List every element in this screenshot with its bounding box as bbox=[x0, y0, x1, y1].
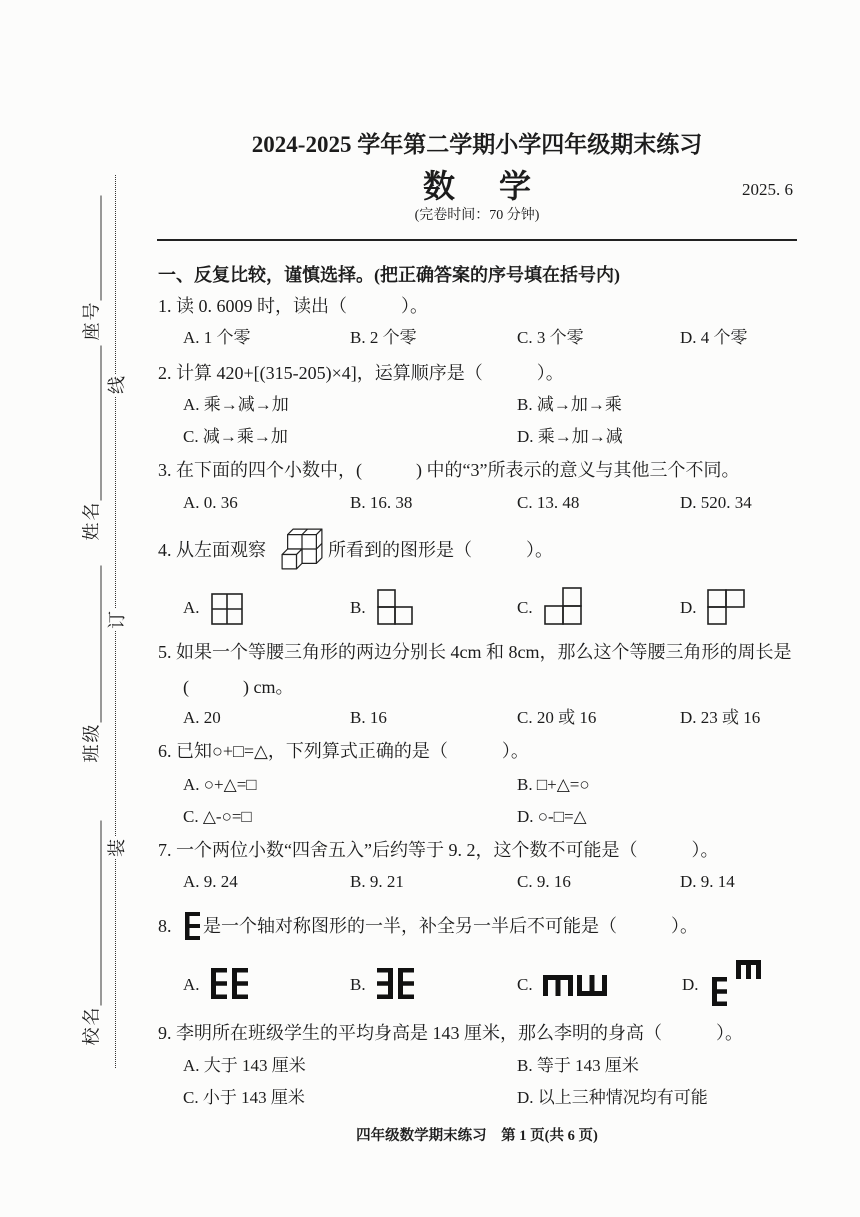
half-e-shape-figure bbox=[185, 912, 202, 940]
question-7-option-b: B. 9. 21 bbox=[350, 872, 404, 891]
question-6-option-c: C. △-○=□ bbox=[183, 807, 252, 826]
question-1-option-c: C. 3 个零 bbox=[517, 328, 584, 347]
question-4-option-a-label: A. bbox=[183, 598, 200, 617]
seat-number-field bbox=[81, 195, 101, 340]
school-field bbox=[81, 820, 101, 1045]
question-2-option-d: D. 乘→加→减 bbox=[517, 427, 623, 446]
question-4-stem-end: 所看到的图形是（ ）。 bbox=[328, 540, 553, 560]
question-7-option-c: C. 9. 16 bbox=[517, 872, 571, 891]
question-9-option-c: C. 小于 143 厘米 bbox=[183, 1088, 305, 1107]
square-grid-2x2-figure bbox=[211, 593, 243, 625]
question-5-stem: 5. 如果一个等腰三角形的两边分别长 4cm 和 8cm，那么这个等腰三角形的周长是 bbox=[158, 642, 792, 662]
binding-mark-line: 线 bbox=[107, 376, 127, 394]
binding-mark-bind: 订 bbox=[107, 611, 127, 629]
exam-date: 2025. 6 bbox=[742, 180, 793, 199]
student-name-underline bbox=[99, 345, 101, 500]
question-3-option-d: D. 520. 34 bbox=[680, 493, 752, 512]
question-3-option-c: C. 13. 48 bbox=[517, 493, 580, 512]
question-4-option-b-label: B. bbox=[350, 598, 366, 617]
question-5-option-c: C. 20 或 16 bbox=[517, 708, 597, 727]
page-footer: 四年级数学期末练习 第 1 页(共 6 页) bbox=[356, 1128, 598, 1144]
question-6-stem: 6. 已知○+□=△，下列算式正确的是（ ）。 bbox=[158, 741, 529, 761]
question-8-option-b-label: B. bbox=[350, 975, 366, 994]
class-underline bbox=[99, 565, 101, 722]
question-2-option-c: C. 减→乘→加 bbox=[183, 427, 288, 446]
question-8-number: 8. bbox=[158, 916, 172, 936]
question-5-option-b: B. 16 bbox=[350, 708, 387, 727]
question-9-option-b: B. 等于 143 厘米 bbox=[517, 1056, 639, 1075]
question-8-option-a-label: A. bbox=[183, 975, 200, 994]
question-1-option-a: A. 1 个零 bbox=[183, 328, 251, 347]
question-9-stem: 9. 李明所在班级学生的平均身高是 143 厘米，那么李明的身高（ ）。 bbox=[158, 1023, 743, 1043]
school-label: 校名 bbox=[81, 1005, 101, 1045]
student-name-label: 姓名 bbox=[81, 500, 101, 540]
cube-stack-figure bbox=[281, 528, 323, 570]
question-5-stem-continued: ( ) cm。 bbox=[183, 677, 294, 697]
rotated-e-pair-figure bbox=[543, 975, 607, 996]
subject-title: 数 学 bbox=[422, 168, 549, 204]
school-underline bbox=[99, 820, 101, 1005]
exam-title: 2024-2025 学年第二学期小学四年级期末练习 bbox=[251, 132, 703, 157]
question-6-option-a: A. ○+△=□ bbox=[183, 775, 257, 794]
question-6-option-d: D. ○-□=△ bbox=[517, 807, 587, 826]
question-7-option-a: A. 9. 24 bbox=[183, 872, 238, 891]
question-4-option-d-label: D. bbox=[680, 598, 697, 617]
binding-mark-fold: 装 bbox=[107, 839, 127, 857]
question-1-option-b: B. 2 个零 bbox=[350, 328, 417, 347]
question-8-option-d-label: D. bbox=[682, 975, 699, 994]
question-1-stem: 1. 读 0. 6009 时，读出（ ）。 bbox=[158, 296, 428, 316]
class-field bbox=[81, 565, 101, 762]
mirrored-e-figure bbox=[377, 968, 415, 999]
question-6-option-b: B. □+△=○ bbox=[517, 775, 590, 794]
question-2-stem: 2. 计算 420+[(315-205)×4]，运算顺序是（ ）。 bbox=[158, 363, 564, 383]
question-8-option-c-label: C. bbox=[517, 975, 533, 994]
class-label: 班级 bbox=[81, 722, 101, 762]
question-2-option-b: B. 减→加→乘 bbox=[517, 395, 622, 414]
exam-duration: (完卷时间：70 分钟) bbox=[414, 208, 540, 223]
header-rule bbox=[157, 239, 797, 241]
question-7-stem: 7. 一个两位小数“四舍五入”后约等于 9. 2，这个数不可能是（ ）。 bbox=[158, 840, 719, 860]
question-3-option-b: B. 16. 38 bbox=[350, 493, 413, 512]
l-shape-top-left-figure bbox=[377, 589, 413, 625]
student-name-field bbox=[81, 345, 101, 540]
question-5-option-a: A. 20 bbox=[183, 708, 221, 727]
seat-number-label: 座号 bbox=[81, 300, 101, 340]
double-e-figure bbox=[211, 968, 249, 999]
l-shape-top-right-figure bbox=[544, 587, 582, 625]
section-heading: 一、反复比较，谨慎选择。(把正确答案的序号填在括号内) bbox=[158, 265, 620, 285]
question-5-option-d: D. 23 或 16 bbox=[680, 708, 761, 727]
question-2-option-a: A. 乘→减→加 bbox=[183, 395, 289, 414]
question-4-option-c-label: C. bbox=[517, 598, 533, 617]
question-7-option-d: D. 9. 14 bbox=[680, 872, 735, 891]
e-with-rotated-e-figure bbox=[710, 959, 762, 1006]
question-8-stem: 是一个轴对称图形的一半，补全另一半后不可能是（ ）。 bbox=[203, 916, 698, 936]
question-3-option-a: A. 0. 36 bbox=[183, 493, 238, 512]
question-1-option-d: D. 4 个零 bbox=[680, 328, 748, 347]
question-4-stem-start: 4. 从左面观察 bbox=[158, 540, 266, 560]
l-shape-bottom-left-figure bbox=[707, 589, 745, 625]
seat-number-underline bbox=[99, 195, 101, 300]
question-3-stem: 3. 在下面的四个小数中，( ) 中的“3”所表示的意义与其他三个不同。 bbox=[158, 460, 740, 480]
question-9-option-d: D. 以上三种情况均有可能 bbox=[517, 1088, 708, 1107]
question-9-option-a: A. 大于 143 厘米 bbox=[183, 1056, 306, 1075]
